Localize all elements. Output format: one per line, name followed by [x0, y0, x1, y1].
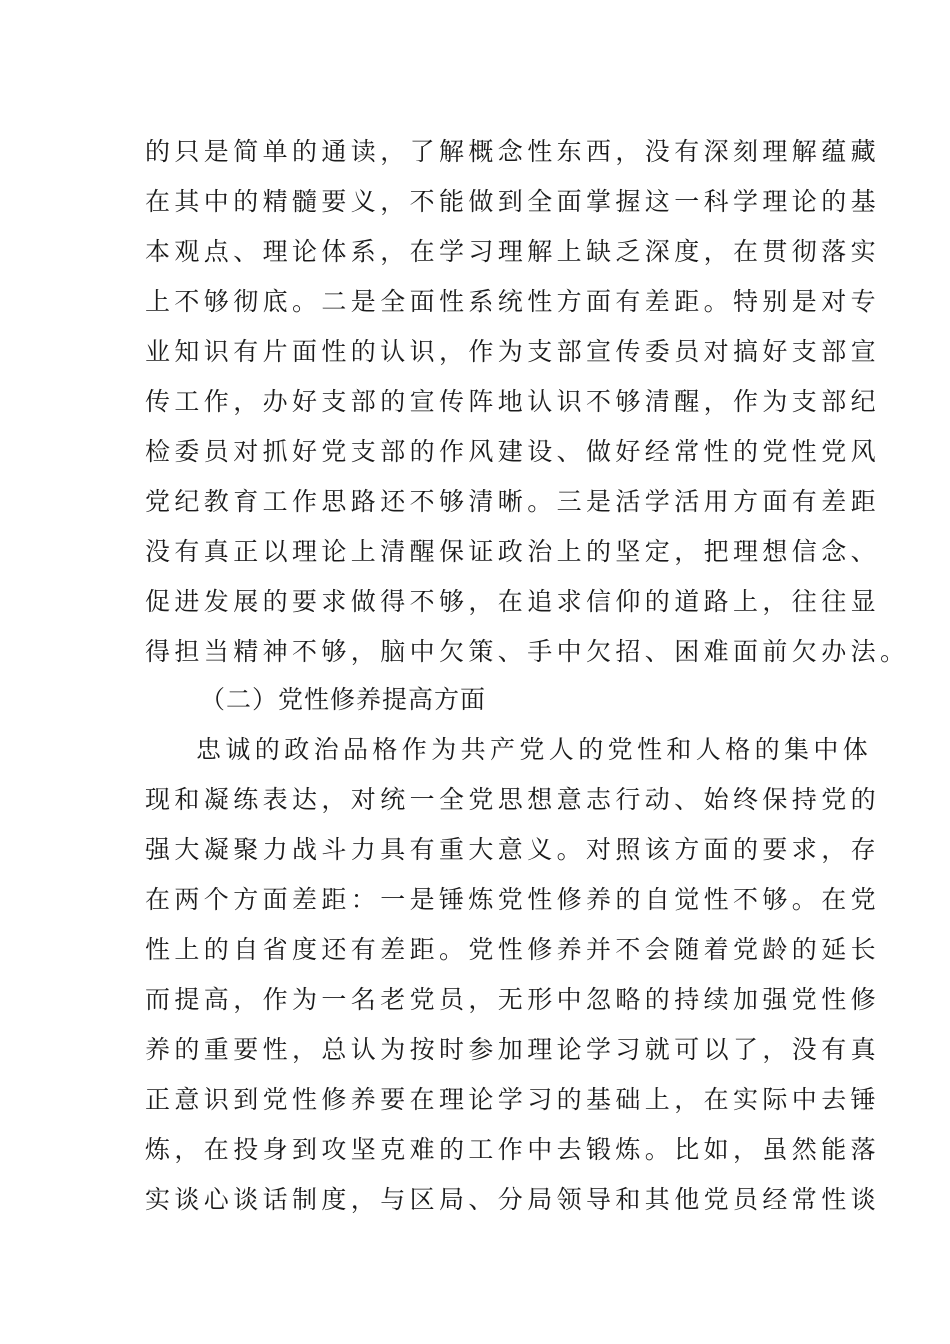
paragraph-line: 上不够彻底。二是全面性系统性方面有差距。特别是对专: [145, 287, 881, 316]
paragraph-line: 得担当精神不够，脑中欠策、手中欠招、困难面前欠办法。: [145, 637, 910, 666]
section-heading: （二）党性修养提高方面: [200, 685, 487, 714]
paragraph-line: 炼，在投身到攻坚克难的工作中去锻炼。比如，虽然能落: [145, 1135, 881, 1164]
paragraph-line: 的只是简单的通读，了解概念性东西，没有深刻理解蕴藏: [145, 137, 881, 166]
paragraph-line: 而提高，作为一名老党员，无形中忽略的持续加强党性修: [145, 985, 881, 1014]
paragraph-line: 正意识到党性修养要在理论学习的基础上，在实际中去锤: [145, 1085, 881, 1114]
paragraph-line: 养的重要性，总认为按时参加理论学习就可以了，没有真: [145, 1035, 881, 1064]
paragraph-line: 实谈心谈话制度，与区局、分局领导和其他党员经常性谈: [145, 1185, 881, 1214]
paragraph-line: 业知识有片面性的认识，作为支部宣传委员对搞好支部宣: [145, 337, 881, 366]
paragraph-line: 在两个方面差距：一是锤炼党性修养的自觉性不够。在党: [145, 885, 881, 914]
paragraph-line: 性上的自省度还有差距。党性修养并不会随着党龄的延长: [145, 935, 881, 964]
paragraph-line: 强大凝聚力战斗力具有重大意义。对照该方面的要求，存: [145, 835, 881, 864]
paragraph-line: 传工作，办好支部的宣传阵地认识不够清醒，作为支部纪: [145, 387, 881, 416]
paragraph-line: 现和凝练表达，对统一全党思想意志行动、始终保持党的: [145, 785, 881, 814]
paragraph-line: 本观点、理论体系，在学习理解上缺乏深度，在贯彻落实: [145, 237, 881, 266]
paragraph-line: 促进发展的要求做得不够，在追求信仰的道路上，往往显: [145, 587, 881, 616]
paragraph-line: 在其中的精髓要义，不能做到全面掌握这一科学理论的基: [145, 187, 881, 216]
paragraph-line: 没有真正以理论上清醒保证政治上的坚定，把理想信念、: [145, 537, 881, 566]
paragraph-line: 检委员对抓好党支部的作风建设、做好经常性的党性党风: [145, 437, 881, 466]
paragraph-line: 忠诚的政治品格作为共产党人的党性和人格的集中体: [196, 735, 873, 764]
paragraph-line: 党纪教育工作思路还不够清晰。三是活学活用方面有差距: [145, 487, 881, 516]
